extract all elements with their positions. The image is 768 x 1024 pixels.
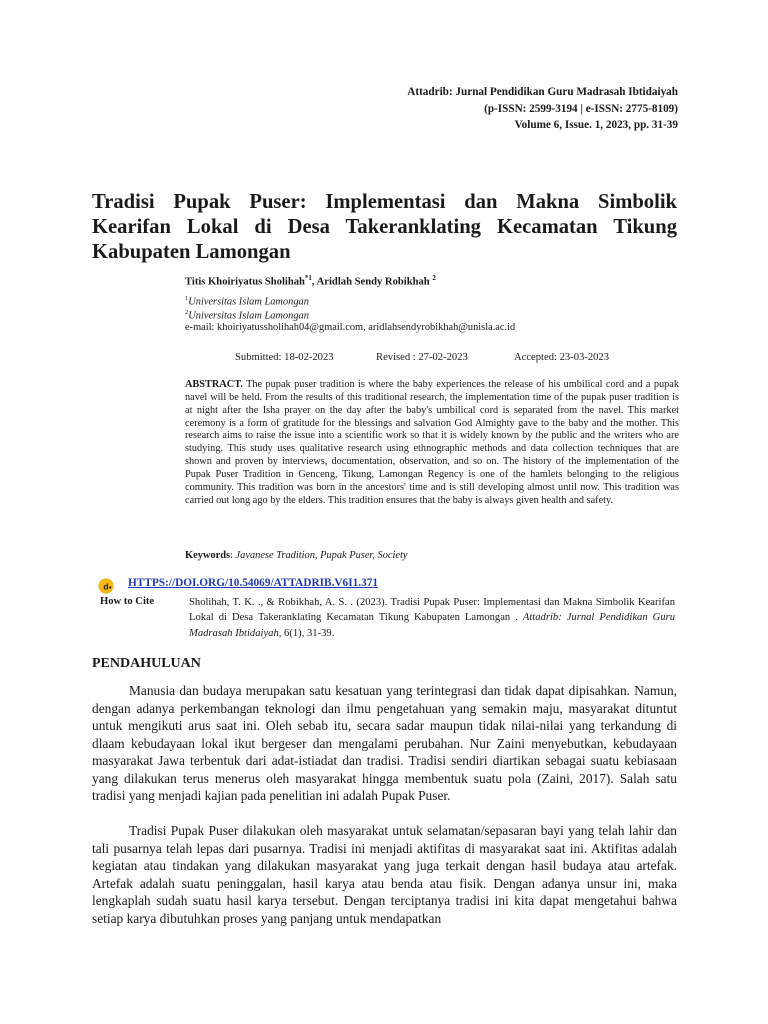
abstract-text: The pupak puser tradition is where the baby experiences the release of his umbilical cord and a pupak navel will be held. From the results of this traditional research, the implementation time of the pupak puser tradition is at night after the Isha prayer on the day after the baby's umbilical cord is separated from the navel. This market ceremony is a form of gratitude for the blessings and salvation God Almighty gave to the baby and the mother. This research aims to raise the issue into a scientific work so that it is widely known by the public and the writers who are studying. This study uses qualitative research using ethnographic methods and data collection techniques that are shown and proven by interviews, documentation, observation, and so on. The history of the implementation of the Pupak Puser Tradition in Genceng, Tikung, Lamongan Regency is one of the hamlets belonging to the religious community. This tradition was born in the ancestors' time and is still developing almost until now. This tradition was carried out long ago by the elders. This tradition ensures that the baby is always given health and safety. [185, 379, 679, 506]
author-1-sup: *1 [304, 274, 312, 282]
citation-journal: Attadrib: Jurnal Pendidikan Guru Madrasah Ibtidaiyah [189, 612, 676, 639]
svg-text:d: d [103, 581, 109, 592]
affiliation-2 [185, 309, 309, 321]
keywords [185, 550, 408, 561]
doi-icon [98, 578, 114, 594]
body-paragraph-2: Tradisi Pupak Puser dilakukan oleh masyarakat untuk selamatan/sepasaran bayi yang telah lahir dan tali pusarnya telah lepas dari pusarnya. Tradisi ini menjadi aktifitas di masyarakat saat ini. Aktifitas adalah kegiatan atau tindakan yang dilakukan masyarakat yang juga terkait dengan hasil budaya atau artefak. Artefak adalah suatu peninggalan, hasil karya atau benda atau fisik. Dengan adanya unsur ini, maka lengkaplah sudah suatu hasil karya tersebut. Dengan terciptanya tradisi ini kita dapat mengetahui bahwa setiap karya dibutuhkan proses yang panjang untuk mendapatkan [92, 823, 677, 926]
author-list [185, 274, 436, 288]
author-separator: , [311, 276, 317, 288]
journal-header [407, 84, 678, 134]
affiliation-2-sup: 2 [185, 309, 189, 316]
body-paragraph-1: Manusia dan budaya merupakan satu kesatuan yang terintegrasi dan tidak dapat dipisahkan. Namun, dengan adanya perkembangan teknologi dan ilmu pengetahuan yang semakin maju, masyarakat dituntut untuk mengikuti arus saat ini. Oleh sebab itu, secara sadar maupun tidak nilai-nilai yang terkandung di dlaam kebudayaan lokal ikut bergeser dan mengalami perubahan. Nur Zaini menyebutkan, kebudayaan masyarakat Jawa terbentuk dari adat-istiadat dan tradisi. Tradisi sendiri diartikan sebagai suatu kebiasaan yang dilakukan terus menerus oleh masyarakat hingga membentuk suatu pola (Zaini, 2017). Salah satu tradisi yang menjadi kajian pada penelitian ini adalah Pupak Puser. [92, 683, 677, 803]
article-title: Tradisi Pupak Puser: Implementasi dan Makna Simbolik Kearifan Lokal di Desa Takeranklating Kecamatan Tikung Kabupaten Lamongan [92, 191, 677, 263]
citation-volume-pages: , 6(1), 31-39. [278, 627, 335, 639]
submitted-date: Submitted: 18-02-2023 [235, 352, 334, 363]
how-to-cite-label: How to Cite [100, 596, 155, 607]
journal-issn: (p-ISSN: 2599-3194 | e-ISSN: 2775-8109) [484, 102, 678, 115]
affiliation-2-text: Universitas Islam Lamongan [188, 310, 309, 322]
revised-date: Revised : 27-02-2023 [376, 352, 468, 363]
doi-link[interactable]: HTTPS://DOI.ORG/10.54069/ATTADRIB.V6I1.371 [128, 577, 379, 589]
affiliation-1-text: Universitas Islam Lamongan [188, 296, 309, 308]
journal-name: Attadrib: Jurnal Pendidikan Guru Madrasah Ibtidaiyah [407, 86, 678, 98]
journal-volume: Volume 6, Issue. 1, 2023, pp. 31-39 [514, 119, 678, 131]
email-line: e-mail: khoiriyatussholihah04@gmail.com, aridlahsendyrobikhah@unisla.ac.id [185, 322, 516, 333]
affiliation-1 [185, 295, 309, 307]
keywords-value: Javanese Tradition, Pupak Puser, Society [235, 550, 408, 561]
keywords-separator: : [230, 550, 236, 561]
abstract-label: ABSTRACT. [185, 379, 243, 390]
author-2: Aridlah Sendy Robikhah [316, 276, 433, 288]
affiliation-1-sup: 1 [185, 295, 189, 302]
keywords-label: Keywords [185, 550, 231, 561]
citation-text: Sholihah, T. K. ., & Robikhah, A. S. . (2023). Tradisi Pupak Puser: Implementasi dan Makna Simbolik Kearifan Lokal di Desa Takeranklating Kecamatan Tikung Kabupaten Lamongan . [189, 597, 675, 624]
section-heading: PENDAHULUAN [92, 656, 201, 671]
how-to-cite-text [189, 595, 675, 641]
accepted-date: Accepted: 23-03-2023 [514, 352, 610, 363]
abstract [185, 379, 679, 507]
author-1: Titis Khoiriyatus Sholihah [185, 276, 305, 288]
author-2-sup: 2 [432, 274, 436, 282]
